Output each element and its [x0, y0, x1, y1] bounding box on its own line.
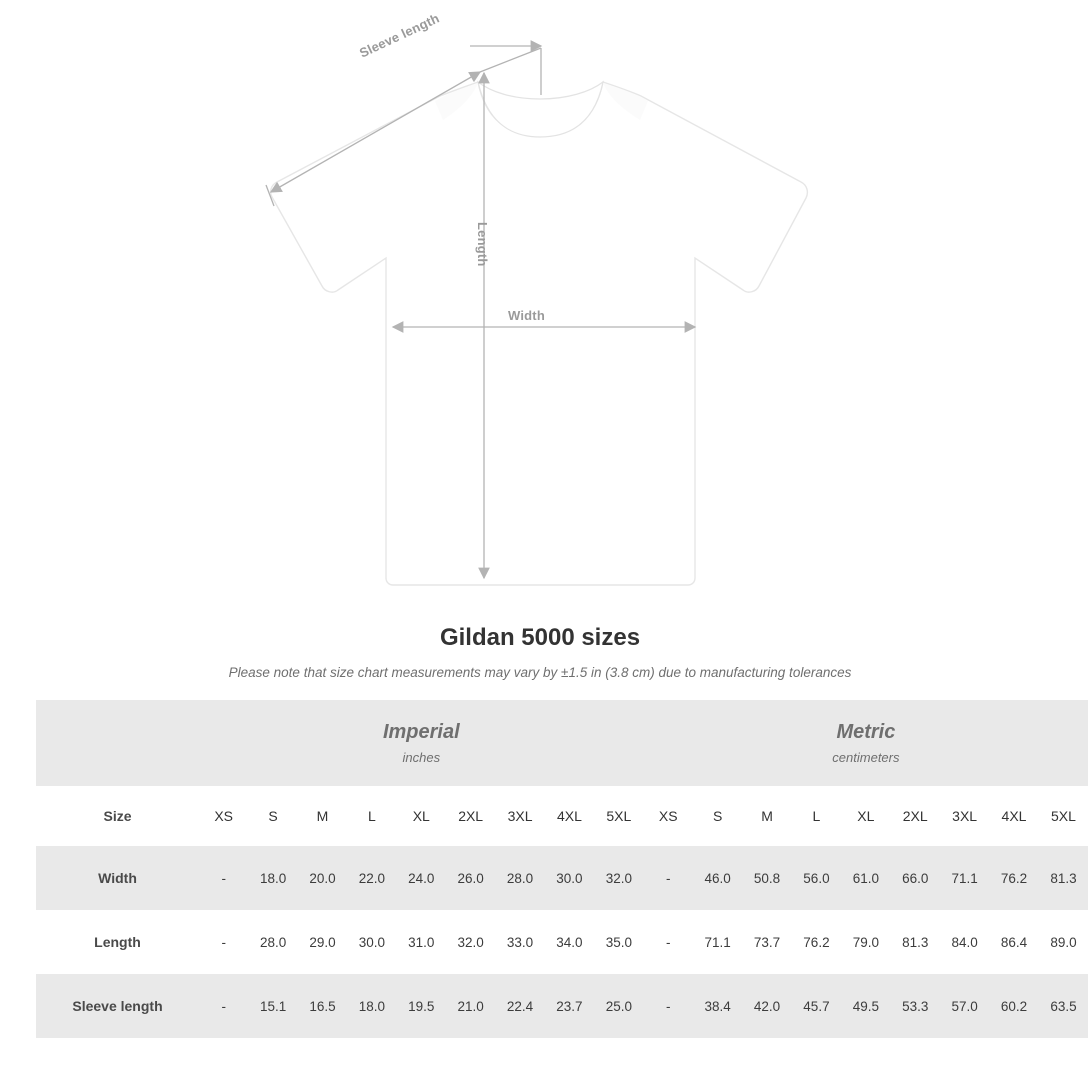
size-header-imperial-4xl: 4XL	[545, 786, 594, 846]
cell-width-imperial-xl: 24.0	[397, 846, 446, 910]
cell-width-imperial-5xl: 32.0	[594, 846, 643, 910]
size-header-metric-2xl: 2XL	[891, 786, 940, 846]
size-header-metric-l: L	[792, 786, 841, 846]
cell-length-metric-2xl: 81.3	[891, 910, 940, 974]
size-header-metric-s: S	[693, 786, 742, 846]
cell-sleeve-metric-2xl: 53.3	[891, 974, 940, 1038]
cell-sleeve-imperial-xs: -	[199, 974, 248, 1038]
cell-length-imperial-m: 29.0	[298, 910, 347, 974]
cell-width-imperial-3xl: 28.0	[495, 846, 544, 910]
cell-sleeve-imperial-xl: 19.5	[397, 974, 446, 1038]
cell-width-imperial-s: 18.0	[248, 846, 297, 910]
cell-width-imperial-l: 22.0	[347, 846, 396, 910]
size-header-metric-xs: XS	[644, 786, 693, 846]
cell-sleeve-metric-5xl: 63.5	[1039, 974, 1088, 1038]
row-label-length: Length	[36, 910, 199, 974]
cell-length-imperial-xl: 31.0	[397, 910, 446, 974]
cell-width-metric-5xl: 81.3	[1039, 846, 1088, 910]
cell-width-metric-l: 56.0	[792, 846, 841, 910]
width-label: Width	[508, 308, 545, 323]
cell-width-metric-s: 46.0	[693, 846, 742, 910]
length-label: Length	[475, 222, 490, 267]
cell-width-metric-3xl: 71.1	[940, 846, 989, 910]
cell-sleeve-imperial-s: 15.1	[248, 974, 297, 1038]
cell-sleeve-metric-l: 45.7	[792, 974, 841, 1038]
unit-header-imperial	[199, 700, 644, 786]
size-header-imperial-2xl: 2XL	[446, 786, 495, 846]
cell-sleeve-imperial-2xl: 21.0	[446, 974, 495, 1038]
cell-sleeve-metric-xl: 49.5	[841, 974, 890, 1038]
cell-length-metric-4xl: 86.4	[989, 910, 1038, 974]
cell-sleeve-metric-m: 42.0	[742, 974, 791, 1038]
size-header-metric-m: M	[742, 786, 791, 846]
cell-length-metric-s: 71.1	[693, 910, 742, 974]
cell-sleeve-metric-3xl: 57.0	[940, 974, 989, 1038]
cell-width-metric-2xl: 66.0	[891, 846, 940, 910]
size-header-imperial-m: M	[298, 786, 347, 846]
cell-length-metric-xl: 79.0	[841, 910, 890, 974]
row-label-sleeve-length: Sleeve length	[36, 974, 199, 1038]
cell-length-imperial-5xl: 35.0	[594, 910, 643, 974]
size-header-metric-4xl: 4XL	[989, 786, 1038, 846]
size-header-imperial-5xl: 5XL	[594, 786, 643, 846]
cell-width-imperial-m: 20.0	[298, 846, 347, 910]
unit-name-imperial: Imperial	[382, 721, 460, 743]
size-table-wrapper	[36, 700, 1077, 1038]
cell-length-imperial-s: 28.0	[248, 910, 297, 974]
unit-header-metric	[644, 700, 1088, 786]
table-row	[36, 910, 1088, 974]
cell-width-imperial-xs: -	[199, 846, 248, 910]
cell-width-metric-4xl: 76.2	[989, 846, 1038, 910]
cell-sleeve-imperial-l: 18.0	[347, 974, 396, 1038]
size-header-imperial-xs: XS	[199, 786, 248, 846]
unit-header-spacer	[36, 700, 199, 786]
tolerance-note: Please note that size chart measurements may vary by ±1.5 in (3.8 cm) due to manufacturing tolerances	[228, 665, 852, 680]
chart-titleblock	[0, 624, 1080, 680]
size-header-metric-xl: XL	[841, 786, 890, 846]
cell-width-imperial-2xl: 26.0	[446, 846, 495, 910]
size-header-imperial-3xl: 3XL	[495, 786, 544, 846]
cell-length-metric-m: 73.7	[742, 910, 791, 974]
cell-width-metric-xl: 61.0	[841, 846, 890, 910]
size-table	[36, 700, 1088, 1038]
cell-length-imperial-2xl: 32.0	[446, 910, 495, 974]
size-header-metric-3xl: 3XL	[940, 786, 989, 846]
cell-length-imperial-xs: -	[199, 910, 248, 974]
page-title: Gildan 5000 sizes	[439, 624, 641, 651]
table-row	[36, 974, 1088, 1038]
table-row	[36, 846, 1088, 910]
cell-length-metric-xs: -	[644, 910, 693, 974]
cell-sleeve-imperial-3xl: 22.4	[495, 974, 544, 1038]
size-header-metric-5xl: 5XL	[1039, 786, 1088, 846]
cell-length-metric-3xl: 84.0	[940, 910, 989, 974]
row-label-width: Width	[36, 846, 199, 910]
unit-name-metric: Metric	[836, 721, 896, 743]
cell-width-metric-m: 50.8	[742, 846, 791, 910]
sleeve-length-label: Sleeve length	[357, 10, 442, 61]
cell-width-imperial-4xl: 30.0	[545, 846, 594, 910]
size-header-imperial-xl: XL	[397, 786, 446, 846]
unit-header-row	[36, 700, 1088, 786]
size-header-label: Size	[36, 786, 199, 846]
cell-sleeve-imperial-5xl: 25.0	[594, 974, 643, 1038]
cell-width-metric-xs: -	[644, 846, 693, 910]
cell-length-metric-l: 76.2	[792, 910, 841, 974]
cell-sleeve-imperial-m: 16.5	[298, 974, 347, 1038]
cell-length-imperial-l: 30.0	[347, 910, 396, 974]
cell-length-metric-5xl: 89.0	[1039, 910, 1088, 974]
cell-sleeve-metric-4xl: 60.2	[989, 974, 1038, 1038]
size-header-row	[36, 786, 1088, 846]
size-header-imperial-l: L	[347, 786, 396, 846]
cell-sleeve-metric-s: 38.4	[693, 974, 742, 1038]
unit-sub-metric: centimeters	[832, 750, 900, 765]
cell-length-imperial-3xl: 33.0	[495, 910, 544, 974]
unit-sub-imperial: inches	[402, 750, 441, 765]
cell-sleeve-imperial-4xl: 23.7	[545, 974, 594, 1038]
cell-length-imperial-4xl: 34.0	[545, 910, 594, 974]
size-header-imperial-s: S	[248, 786, 297, 846]
cell-sleeve-metric-xs: -	[644, 974, 693, 1038]
tshirt-shape	[271, 82, 808, 585]
